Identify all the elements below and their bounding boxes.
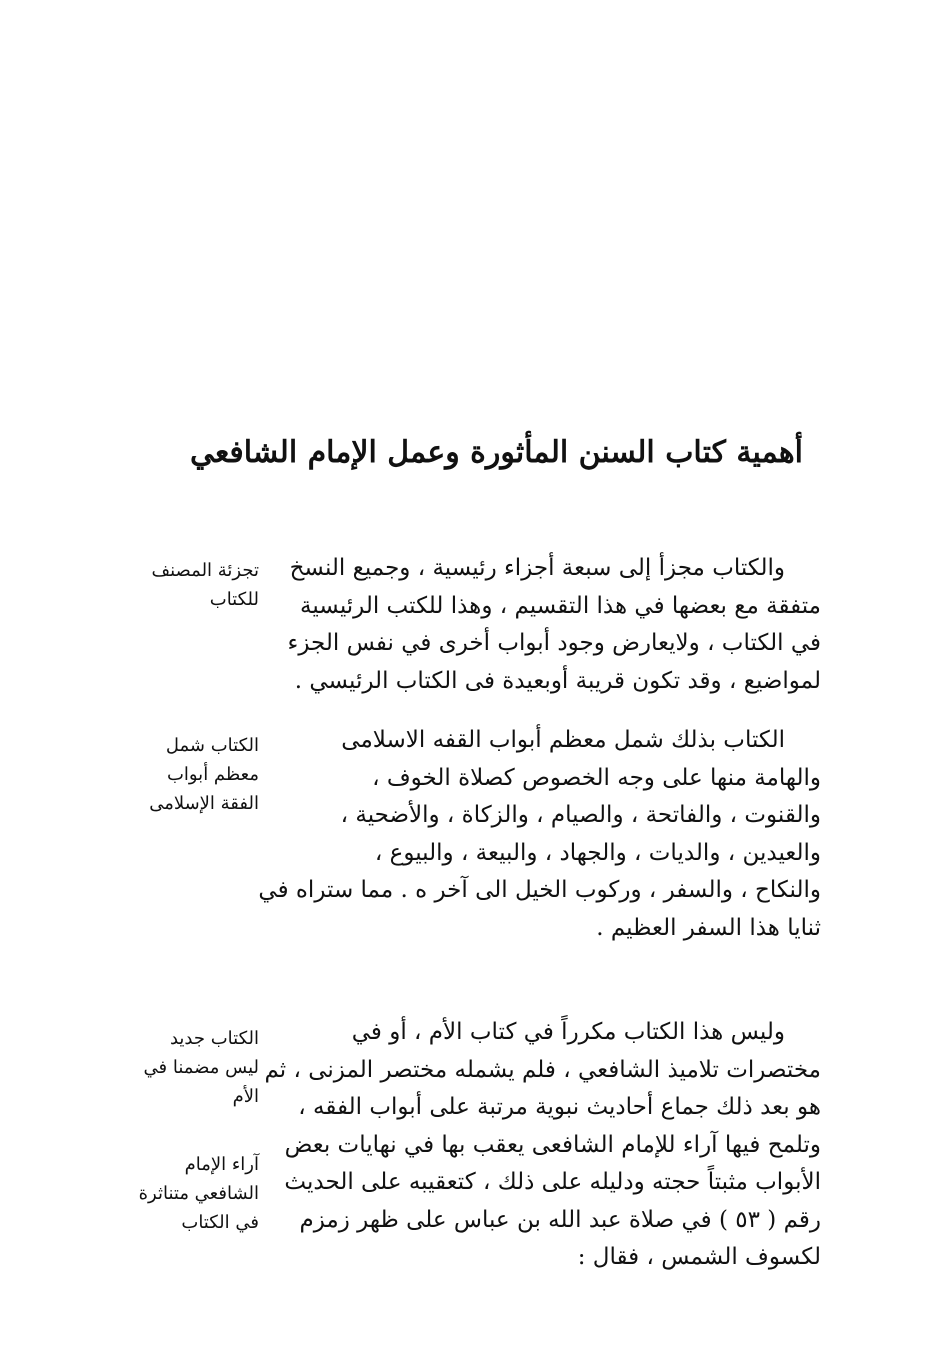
note-line: معظم أبواب — [166, 764, 259, 785]
text-line: والكتاب مجزأ إلى سبعة أجزاء رئيسية ، وجميع النسخ — [289, 555, 785, 581]
note-line: ليس مضمنا في — [143, 1057, 259, 1078]
text-line: هو بعد ذلك جماع أحاديث نبوية مرتبة على أبواب الفقه ، — [298, 1094, 821, 1120]
margin-note-new-book — [127, 1024, 259, 1111]
margin-note-book-division — [127, 556, 259, 614]
paragraph-not-in-umm — [264, 1014, 821, 1277]
note-line: الكتاب جديد — [169, 1028, 259, 1049]
note-line: الكتاب شمل — [165, 735, 259, 756]
text-line: والنكاح ، والسفر ، وركوب الخيل الى آخر ه . مما ستراه في — [258, 877, 821, 903]
text-line: الأبواب مثبتاً حجته ودليله على ذلك ، كتعقيبه على الحديث — [284, 1169, 821, 1195]
note-line: الشافعي متناثرة — [138, 1183, 259, 1204]
text-line: والهامة منها على وجه الخصوص كصلاة الخوف ، — [372, 764, 821, 791]
section-title: أهمية كتاب السنن المأثورة وعمل الإمام الشافعي — [189, 435, 803, 470]
text-line: رقم ( ٥٣ ) في صلاة عبد الله بن عباس على ظهر زمزم — [299, 1206, 821, 1233]
text-line: لكسوف الشمس ، فقال : — [577, 1244, 821, 1270]
note-line: في الكتاب — [181, 1212, 259, 1233]
text-line: وتلمح فيها آراء للإمام الشافعى يعقب بها في نهايات بعض — [284, 1131, 821, 1158]
text-line: والعيدين ، والديات ، والجهاد ، والبيعة ، والبيوع ، — [374, 839, 821, 866]
note-line: للكتاب — [209, 589, 259, 610]
text-line: متفقة مع بعضها في هذا التقسيم ، وهذا للكتب الرئيسية — [300, 592, 821, 619]
text-line: مختصرات تلاميذ الشافعي ، فلم يشمله مختصر المزنى ، ثم — [264, 1056, 821, 1083]
margin-note-fiqh-chapters — [127, 731, 259, 818]
text-line: ثنايا هذا السفر العظيم . — [596, 914, 821, 941]
text-line: والقنوت ، والفاتحة ، والصيام ، والزكاة ، والأضحية ، — [340, 802, 821, 828]
note-line: الأم — [232, 1086, 259, 1107]
paragraph-book-division — [287, 550, 821, 700]
note-line: الفقة الإسلامى — [149, 793, 259, 814]
paragraph-fiqh-chapters — [258, 722, 821, 947]
text-line: وليس هذا الكتاب مكرراً في كتاب الأم ، أو في — [351, 1019, 785, 1045]
text-line: الكتاب بذلك شمل معظم أبواب القفه الاسلامى — [341, 727, 785, 753]
text-line: في الكتاب ، ولايعارض وجود أبواب أخرى في نفس الجزء — [287, 630, 821, 656]
note-line: تجزئة المصنف — [151, 560, 259, 581]
margin-note-shafii-opinions — [127, 1150, 259, 1237]
text-line: لمواضيع ، وقد تكون قريبة أوبعيدة فى الكتاب الرئيسي . — [294, 667, 821, 694]
note-line: آراء الإمام — [184, 1154, 259, 1175]
